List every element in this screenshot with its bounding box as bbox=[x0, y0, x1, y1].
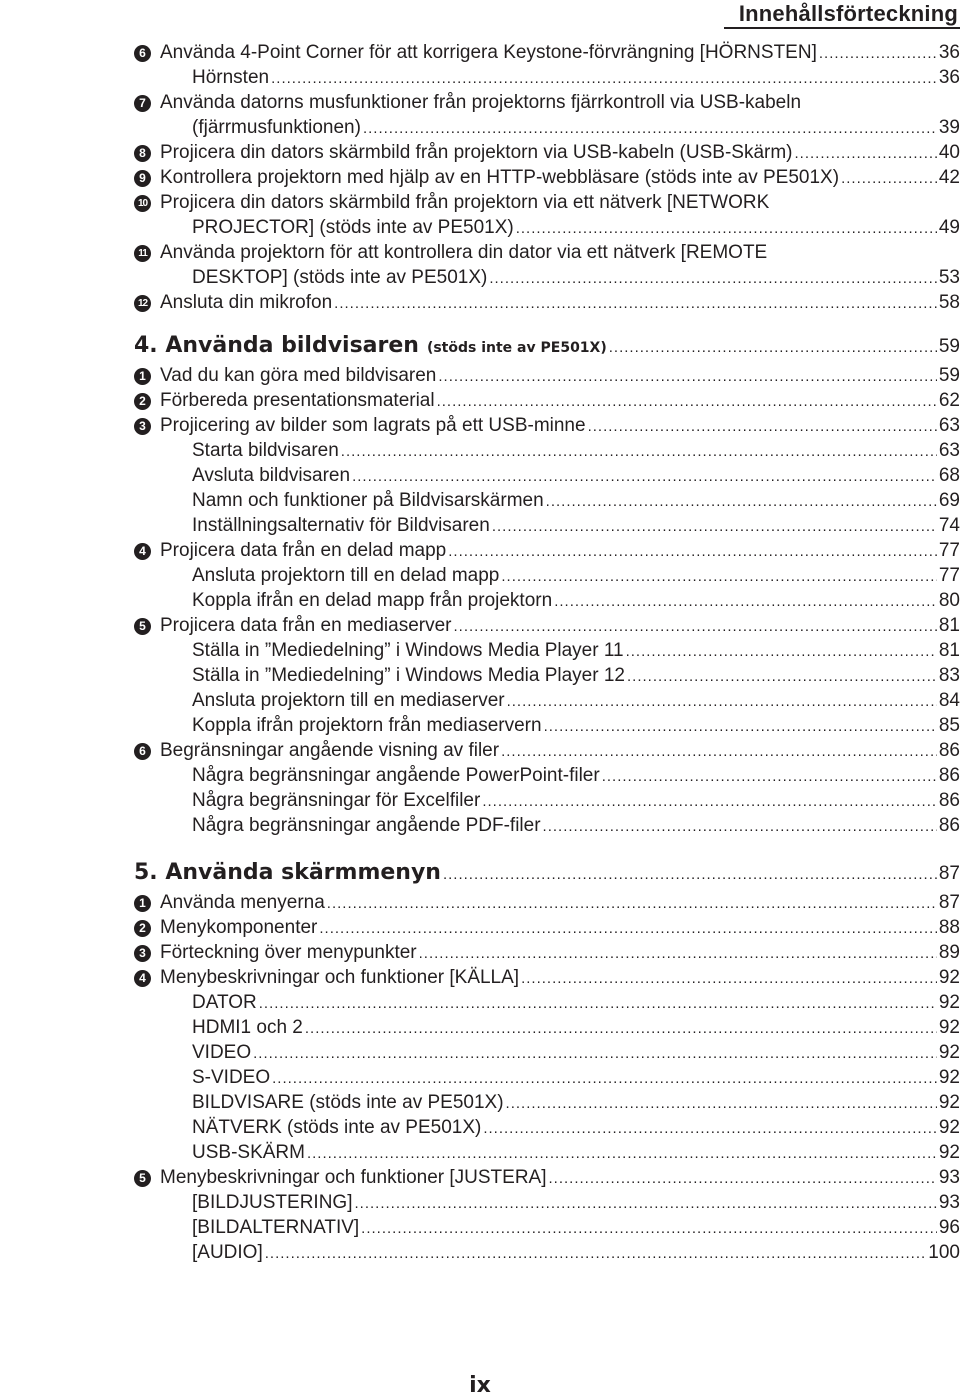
toc-entry-page: 39 bbox=[938, 117, 960, 138]
toc-entry-page: 93 bbox=[938, 1192, 960, 1213]
toc-entry-label: Projicera data från en mediaserver bbox=[160, 615, 452, 636]
toc-entry-label-line1: Använda projektorn för att kontrollera din dator via ett nätverk [REMOTE bbox=[160, 242, 768, 263]
toc-subentry[interactable] bbox=[134, 788, 960, 813]
toc-entry-label: BILDVISARE (stöds inte av PE501X) bbox=[192, 1092, 504, 1113]
number-badge-icon: 3 bbox=[134, 418, 151, 435]
toc-entry[interactable] bbox=[134, 165, 960, 190]
toc-entry-label: Projicera din dators skärmbild från projektorn via USB-kabeln (USB-Skärm) bbox=[160, 142, 793, 163]
toc-entry-label: Projicera data från en delad mapp bbox=[160, 540, 447, 561]
toc-subentry[interactable] bbox=[134, 1115, 960, 1140]
toc-entry-page: 36 bbox=[938, 67, 960, 88]
leader-dots bbox=[419, 941, 937, 966]
toc-subentry[interactable] bbox=[134, 488, 960, 513]
toc-entry-label: Menybeskrivningar och funktioner [JUSTERA] bbox=[160, 1167, 547, 1188]
leader-dots bbox=[492, 514, 937, 539]
toc-entry-page: 81 bbox=[938, 615, 960, 636]
leader-dots bbox=[588, 414, 937, 439]
toc-subentry[interactable] bbox=[134, 688, 960, 713]
leader-dots bbox=[453, 614, 936, 639]
toc-entry[interactable] bbox=[134, 538, 960, 563]
toc-entry-page: 88 bbox=[938, 917, 960, 938]
toc-entry-label: Koppla ifrån en delad mapp från projektorn bbox=[192, 590, 553, 611]
toc-subentry[interactable] bbox=[134, 1040, 960, 1065]
toc-subentry[interactable] bbox=[134, 438, 960, 463]
toc-entry-page: 36 bbox=[938, 42, 960, 63]
leader-dots bbox=[253, 1041, 937, 1066]
toc-entry-page: 96 bbox=[938, 1217, 960, 1238]
toc-subentry[interactable] bbox=[134, 638, 960, 663]
toc-subentry[interactable] bbox=[134, 1240, 960, 1265]
toc-entry-label: Ställa in ”Mediedelning” i Windows Media Player 12 bbox=[192, 665, 625, 686]
number-badge-icon: 3 bbox=[134, 945, 151, 962]
toc-subentry[interactable] bbox=[134, 663, 960, 688]
toc-subentry[interactable] bbox=[134, 513, 960, 538]
leader-dots bbox=[305, 1016, 937, 1041]
toc-subentry[interactable] bbox=[134, 1190, 960, 1215]
chapter-4-heading[interactable] bbox=[134, 329, 960, 363]
toc-entry-first-line bbox=[134, 90, 960, 115]
number-badge-icon: 4 bbox=[134, 543, 151, 560]
toc-entry-page: 63 bbox=[938, 440, 960, 461]
number-badge-icon: 10 bbox=[134, 195, 151, 212]
toc-entry-label: S-VIDEO bbox=[192, 1067, 271, 1088]
leader-dots bbox=[272, 1066, 937, 1091]
leader-dots bbox=[819, 41, 937, 66]
toc-entry-page: 68 bbox=[938, 465, 960, 486]
toc-subentry[interactable] bbox=[134, 1015, 960, 1040]
toc-subentry[interactable] bbox=[134, 563, 960, 588]
toc-entry[interactable] bbox=[134, 1165, 960, 1190]
number-badge-icon: 4 bbox=[134, 970, 151, 987]
leader-dots bbox=[544, 714, 937, 739]
toc-subentry[interactable] bbox=[134, 65, 960, 90]
toc-entry-label: Namn och funktioner på Bildvisarskärmen bbox=[192, 490, 544, 511]
toc-entry-label: DATOR bbox=[192, 992, 257, 1013]
leader-dots bbox=[627, 664, 937, 689]
toc-subentry[interactable] bbox=[134, 1140, 960, 1165]
section-3-continued bbox=[134, 40, 960, 315]
toc-entry-label: Projicering av bilder som lagrats på ett USB-minne bbox=[160, 415, 586, 436]
leader-dots bbox=[489, 266, 937, 291]
number-badge-icon: 12 bbox=[134, 295, 151, 312]
leader-dots bbox=[354, 1191, 936, 1216]
toc-subentry[interactable] bbox=[134, 1090, 960, 1115]
toc-entry-label: [AUDIO] bbox=[192, 1242, 263, 1263]
toc-entry-first-line bbox=[134, 190, 960, 215]
toc-subentry[interactable] bbox=[134, 813, 960, 838]
toc-entry-label: HDMI1 och 2 bbox=[192, 1017, 303, 1038]
toc-entry-label: PROJECTOR] (stöds inte av PE501X) bbox=[192, 217, 514, 238]
header-rule bbox=[724, 27, 960, 29]
toc-subentry[interactable] bbox=[134, 588, 960, 613]
toc-entry-page: 89 bbox=[938, 942, 960, 963]
leader-dots bbox=[501, 564, 937, 589]
number-badge-icon: 11 bbox=[134, 245, 151, 262]
toc-entry-label: Menybeskrivningar och funktioner [KÄLLA] bbox=[160, 967, 520, 988]
toc-entry-label: [BILDALTERNATIV] bbox=[192, 1217, 360, 1238]
chapter-4-entries bbox=[134, 363, 960, 838]
leader-dots bbox=[609, 331, 937, 365]
leader-dots bbox=[506, 1091, 937, 1116]
leader-dots bbox=[259, 991, 937, 1016]
chapter-4-page: 59 bbox=[938, 336, 960, 357]
toc-entry[interactable] bbox=[134, 413, 960, 438]
leader-dots bbox=[438, 364, 936, 389]
toc-subentry[interactable] bbox=[134, 713, 960, 738]
page-number: ix bbox=[469, 1373, 491, 1398]
toc-entry-page: 86 bbox=[938, 765, 960, 786]
toc-entry-page: 58 bbox=[938, 292, 960, 313]
chapter-5-title: 5. Använda skärmmenyn bbox=[134, 860, 441, 885]
toc-subentry[interactable] bbox=[134, 1065, 960, 1090]
toc-subentry[interactable] bbox=[134, 463, 960, 488]
toc-entry-label: USB-SKÄRM bbox=[192, 1142, 305, 1163]
toc-entry-page: 86 bbox=[938, 790, 960, 811]
toc-entry-label: (fjärrmusfunktionen) bbox=[192, 117, 361, 138]
leader-dots bbox=[543, 814, 937, 839]
toc-entry-label: Använda menyerna bbox=[160, 892, 325, 913]
toc-subentry[interactable] bbox=[134, 215, 960, 240]
toc-entry[interactable] bbox=[134, 890, 960, 915]
chapter-5-heading[interactable] bbox=[134, 856, 960, 890]
toc-entry[interactable] bbox=[134, 915, 960, 940]
leader-dots bbox=[319, 916, 936, 941]
toc-entry-page: 62 bbox=[938, 390, 960, 411]
leader-dots bbox=[265, 1241, 927, 1266]
toc-entry-page: 86 bbox=[938, 740, 960, 761]
leader-dots bbox=[507, 689, 937, 714]
toc-entry-page: 93 bbox=[938, 1167, 960, 1188]
toc-entry[interactable] bbox=[134, 40, 960, 65]
chapter-5-page: 87 bbox=[938, 863, 960, 884]
toc-entry-label: Inställningsalternativ för Bildvisaren bbox=[192, 515, 490, 536]
leader-dots bbox=[443, 858, 937, 892]
toc-entry-page: 53 bbox=[938, 267, 960, 288]
toc-entry-page: 74 bbox=[938, 515, 960, 536]
toc-entry-page: 86 bbox=[938, 815, 960, 836]
toc-entry-label: Menykomponenter bbox=[160, 917, 318, 938]
chapter-5-entries bbox=[134, 890, 960, 1265]
toc-entry-label: VIDEO bbox=[192, 1042, 252, 1063]
leader-dots bbox=[352, 464, 937, 489]
leader-dots bbox=[516, 216, 937, 241]
leader-dots bbox=[795, 141, 937, 166]
leader-dots bbox=[483, 1116, 937, 1141]
leader-dots bbox=[482, 789, 937, 814]
toc-entry-page: 92 bbox=[938, 1142, 960, 1163]
number-badge-icon: 6 bbox=[134, 45, 151, 62]
leader-dots bbox=[361, 1216, 937, 1241]
leader-dots bbox=[602, 764, 937, 789]
leader-dots bbox=[334, 291, 937, 316]
toc-entry-page: 100 bbox=[928, 1242, 960, 1263]
toc-entry-label: Förteckning över menypunkter bbox=[160, 942, 417, 963]
toc-subentry[interactable] bbox=[134, 990, 960, 1015]
toc-entry-label: Vad du kan göra med bildvisaren bbox=[160, 365, 437, 386]
header-title: Innehållsförteckning bbox=[738, 1, 958, 26]
toc-entry[interactable] bbox=[134, 613, 960, 638]
leader-dots bbox=[554, 589, 937, 614]
toc-entry-label: Koppla ifrån projektorn från mediaservern bbox=[192, 715, 542, 736]
toc-entry-first-line bbox=[134, 240, 960, 265]
toc-entry-label: Avsluta bildvisaren bbox=[192, 465, 351, 486]
toc-entry-label: NÄTVERK (stöds inte av PE501X) bbox=[192, 1117, 482, 1138]
leader-dots bbox=[448, 539, 937, 564]
leader-dots bbox=[327, 891, 937, 916]
table-of-contents bbox=[134, 40, 960, 1265]
toc-subentry[interactable] bbox=[134, 763, 960, 788]
number-badge-icon: 9 bbox=[134, 170, 151, 187]
toc-entry-label: Förbereda presentationsmaterial bbox=[160, 390, 435, 411]
toc-entry-page: 77 bbox=[938, 540, 960, 561]
number-badge-icon: 2 bbox=[134, 920, 151, 937]
toc-entry-page: 42 bbox=[938, 167, 960, 188]
toc-entry-label: Ansluta projektorn till en mediaserver bbox=[192, 690, 505, 711]
toc-entry-page: 92 bbox=[938, 1117, 960, 1138]
leader-dots bbox=[501, 739, 937, 764]
leader-dots bbox=[307, 1141, 937, 1166]
toc-entry-label: Starta bildvisaren bbox=[192, 440, 339, 461]
leader-dots bbox=[363, 116, 937, 141]
toc-entry-label: Några begränsningar angående PDF-filer bbox=[192, 815, 541, 836]
toc-entry-label: DESKTOP] (stöds inte av PE501X) bbox=[192, 267, 488, 288]
toc-entry-page: 77 bbox=[938, 565, 960, 586]
number-badge-icon: 5 bbox=[134, 1170, 151, 1187]
leader-dots bbox=[437, 389, 937, 414]
number-badge-icon: 7 bbox=[134, 95, 151, 112]
toc-entry-page: 63 bbox=[938, 415, 960, 436]
leader-dots bbox=[546, 489, 937, 514]
chapter-4-note: (stöds inte av PE501X) bbox=[426, 340, 607, 356]
toc-entry-page: 69 bbox=[938, 490, 960, 511]
number-badge-icon: 5 bbox=[134, 618, 151, 635]
toc-entry-label: [BILDJUSTERING] bbox=[192, 1192, 353, 1213]
toc-entry-page: 87 bbox=[938, 892, 960, 913]
leader-dots bbox=[271, 66, 937, 91]
leader-dots bbox=[549, 1166, 937, 1191]
number-badge-icon: 2 bbox=[134, 393, 151, 410]
number-badge-icon: 1 bbox=[134, 368, 151, 385]
leader-dots bbox=[521, 966, 937, 991]
toc-entry-label-line1: Projicera din dators skärmbild från projektorn via ett nätverk [NETWORK bbox=[160, 192, 770, 213]
toc-subentry[interactable] bbox=[134, 1215, 960, 1240]
toc-entry-label: Kontrollera projektorn med hjälp av en HTTP-webbläsare (stöds inte av PE501X) bbox=[160, 167, 840, 188]
toc-entry-page: 80 bbox=[938, 590, 960, 611]
number-badge-icon: 8 bbox=[134, 145, 151, 162]
leader-dots bbox=[841, 166, 937, 191]
toc-entry-page: 92 bbox=[938, 1042, 960, 1063]
toc-entry[interactable] bbox=[134, 965, 960, 990]
toc-entry-label: Hörnsten bbox=[192, 67, 270, 88]
toc-entry-label-line1: Använda datorns musfunktioner från projektorns fjärrkontroll via USB-kabeln bbox=[160, 92, 802, 113]
toc-subentry[interactable] bbox=[134, 265, 960, 290]
toc-entry[interactable] bbox=[134, 738, 960, 763]
toc-entry-label: Ansluta din mikrofon bbox=[160, 292, 333, 313]
toc-entry-label: Använda 4-Point Corner för att korrigera Keystone-förvrängning [HÖRNSTEN] bbox=[160, 42, 817, 63]
toc-entry[interactable] bbox=[134, 363, 960, 388]
toc-entry-page: 49 bbox=[938, 217, 960, 238]
number-badge-icon: 6 bbox=[134, 743, 151, 760]
toc-entry-page: 84 bbox=[938, 690, 960, 711]
toc-entry-label: Begränsningar angående visning av filer bbox=[160, 740, 500, 761]
toc-entry-page: 92 bbox=[938, 967, 960, 988]
toc-entry[interactable] bbox=[134, 388, 960, 413]
toc-entry-page: 92 bbox=[938, 1067, 960, 1088]
toc-entry-page: 92 bbox=[938, 1092, 960, 1113]
toc-entry[interactable] bbox=[134, 290, 960, 315]
toc-entry-page: 59 bbox=[938, 365, 960, 386]
toc-entry-page: 81 bbox=[938, 640, 960, 661]
number-badge-icon: 1 bbox=[134, 895, 151, 912]
toc-entry-label: Ställa in ”Mediedelning” i Windows Media Player 11 bbox=[192, 640, 624, 661]
toc-entry-label: Några begränsningar för Excelfiler bbox=[192, 790, 481, 811]
leader-dots bbox=[341, 439, 937, 464]
toc-entry-page: 92 bbox=[938, 992, 960, 1013]
toc-entry-page: 83 bbox=[938, 665, 960, 686]
toc-entry-page: 85 bbox=[938, 715, 960, 736]
toc-entry[interactable] bbox=[134, 140, 960, 165]
toc-entry[interactable] bbox=[134, 940, 960, 965]
toc-entry-page: 92 bbox=[938, 1017, 960, 1038]
toc-entry-page: 40 bbox=[938, 142, 960, 163]
toc-subentry[interactable] bbox=[134, 115, 960, 140]
leader-dots bbox=[626, 639, 937, 664]
toc-entry-label: Ansluta projektorn till en delad mapp bbox=[192, 565, 500, 586]
toc-entry-label: Några begränsningar angående PowerPoint-filer bbox=[192, 765, 600, 786]
chapter-4-title: 4. Använda bildvisaren bbox=[134, 333, 419, 358]
